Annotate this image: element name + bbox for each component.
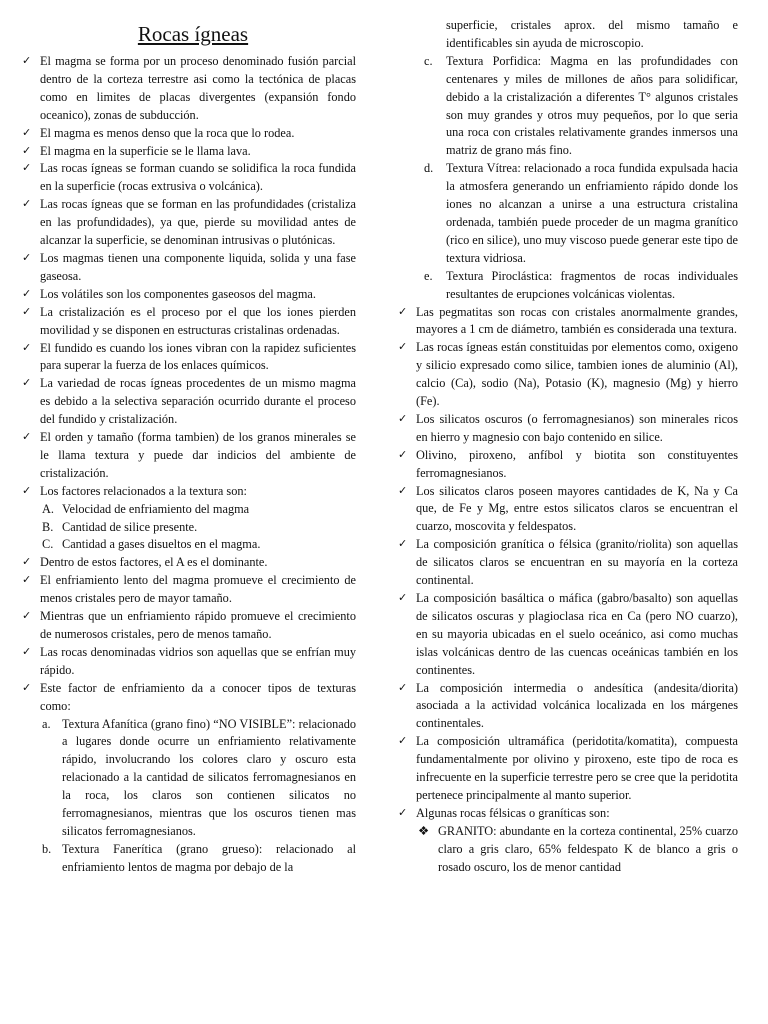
texture-item: a. Textura Afanítica (grano fino) “NO VISIBLE”: relacionado a lugares donde ocurre un enfriamiento relativamente rápido, involucrando los colores claro y oscuro esta relacionado a la cantidad de silicatos ferromagnesianos en la roca, los claros son contienen silicatos no ferromagnesianos, mientras que los oscuros tienen mas silicatos ferromagnesianos. [42, 716, 356, 838]
list-item: ✓ Los silicatos claros poseen mayores cantidades de K, Na y Ca que, de Fe y Mg, entre estos silicatos claros se encuentran el cuarzo, moscovita y feldespatos. [398, 483, 738, 534]
list-item: ✓ Las pegmatitas son rocas con cristales anormalmente grandes, mayores a 1 cm de diámetro, también es considerada una textura. [398, 304, 738, 337]
check-icon: ✓ [22, 574, 32, 587]
list-item: ✓ La variedad de rocas ígneas procedentes de un mismo magma es debido a la selectiva separación ocurrido durante el proceso del fundido y cristalización. [22, 376, 356, 427]
list-item: ✓ El magma en la superficie se le llama lava. [22, 143, 356, 161]
check-icon: ✓ [22, 144, 32, 157]
right-list [398, 304, 738, 877]
list-item: ✓ Los magmas tienen una componente liquida, solida y una fase gaseosa. [22, 250, 356, 283]
factor-item: B. Cantidad de silice presente. [42, 519, 198, 534]
check-icon: ✓ [398, 341, 408, 354]
check-icon: ✓ [398, 681, 408, 694]
check-icon: ✓ [398, 448, 408, 461]
left-column [22, 22, 356, 877]
check-icon: ✓ [22, 251, 32, 264]
list-item: ✓ El fundido es cuando los iones vibran con la rapidez suficientes para superar la fuerza de los enlaces químicos. [22, 340, 356, 373]
list-item: ✓ El enfriamiento lento del magma promueve el crecimiento de menos cristales pero de mayor tamaño. [22, 573, 356, 606]
texture-list [40, 716, 356, 877]
texture-item: d. Textura Vítrea: relacionado a roca fundida expulsada hacia la atmosfera generando un enfriamiento rápido donde los iones no alcanzan a unirse a una estructura cristalina ordenada, también puede proceder de un magma granítico (rico en silice), uno muy viscoso puede generar este tipo de textura vidriosa. [424, 161, 738, 265]
list-item: ✓ Las rocas ígneas están constituidas por elementos como, oxigeno y silicio expresado como silice, tambien iones de aluminio (Al), calcio (Ca), sodio (Na), Potasio (K), magnesio (Mg) y hierro (Fe). [398, 340, 738, 409]
check-icon: ✓ [398, 806, 408, 819]
check-icon: ✓ [22, 556, 32, 569]
texture-item: b. Textura Fanerítica (grano grueso): relacionado al enfriamiento lentos de magma por debajo de la [42, 841, 356, 874]
list-item: ✓ Los volátiles son los componentes gaseosos del magma. [22, 286, 356, 304]
check-icon: ✓ [398, 412, 408, 425]
texture-item: e. Textura Piroclástica: fragmentos de rocas individuales resultantes de erupciones volcánicas violentas. [424, 268, 738, 301]
texture-continuation: superficie, cristales aprox. del mismo tamaño e identificables sin ayuda de microscopio. [446, 18, 738, 50]
check-icon: ✓ [22, 431, 32, 444]
list-item: ✓ El magma es menos denso que la roca que lo rodea. [22, 125, 356, 143]
check-icon: ✓ [22, 162, 32, 175]
check-icon: ✓ [398, 538, 408, 551]
list-item: ✓ Las rocas denominadas vidrios son aquellas que se enfrían muy rápido. [22, 644, 356, 677]
factor-list [40, 501, 356, 555]
texture-list-continued [398, 53, 738, 304]
check-icon: ✓ [22, 341, 32, 354]
list-item: ✓ El orden y tamaño (forma tambien) de los granos minerales se le llama textura y puede dar indicios del ambiente de cristalización. [22, 430, 356, 480]
check-icon: ✓ [22, 287, 32, 300]
check-icon: ✓ [22, 645, 32, 658]
list-item: ✓ El magma se forma por un proceso denominado fusión parcial dentro de la corteza terrestre asi como la tectónica de placas como en limites de placas divergentes (expansión fondo oceanico), zonas de subducción. [22, 54, 356, 122]
check-icon: ✓ [398, 592, 408, 604]
list-item: ✓ Los factores relacionados a la textura son: A. Velocidad de enfriamiento del magma B. Cantidad de silice presente. C. Cantidad a gases disueltos en el magma. [22, 483, 356, 555]
list-item: ✓ Olivino, piroxeno, anfíbol y biotita son constituyentes ferromagnesianos. [398, 447, 738, 480]
check-icon: ✓ [22, 55, 32, 67]
felsic-list [416, 823, 738, 877]
check-icon: ✓ [398, 735, 408, 748]
list-item: ✓ La cristalización es el proceso por el que los iones pierden movilidad y se disponen en estructuras cristalinas ordenadas. [22, 304, 356, 337]
check-icon: ✓ [398, 305, 408, 318]
factor-item: C. Cantidad a gases disueltos en el magma. [42, 537, 261, 552]
diamond-bullet-icon: ❖ [418, 823, 430, 838]
check-icon: ✓ [22, 126, 32, 139]
list-item: ✓ Algunas rocas félsicas o graníticas son: ❖ GRANITO: abundante en la corteza continental, 25% cuarzo claro a gris claro, 65% feldespato K de blanco a gris o rosado oscuro, los de menor cantidad [398, 805, 738, 877]
list-item: ✓ Este factor de enfriamiento da a conocer tipos de texturas como: a. Textura Afanítica (grano fino) “NO VISIBLE”: relacionado a lugares donde ocurre un enfriamiento relativamente rápido, involucrando los colores claro y oscuro esta relacionado a la cantidad de silicatos ferromagnesianos en la roca, los claros son contienen silicatos no ferromagnesianos, mientras que los oscuros tienen mas silicatos ferromagnesianos. b. Textura Fanerítica (grano grueso): relacionado al enfriamiento lentos de magma por debajo de la [22, 680, 356, 877]
right-column [398, 17, 738, 877]
list-item: ✓ La composición basáltica o máfica (gabro/basalto) son aquellas de silicatos oscuras y plagioclasa rica en Ca (pero NO cuarzo), en su mayoria ubicadas en el suelo oceánico, asi como muchas islas volcánicas dentro de las cuencas oceánicas también en los continentes. [398, 591, 738, 677]
check-icon: ✓ [22, 305, 32, 318]
page-title: Rocas ígneas [137, 22, 249, 46]
check-icon: ✓ [22, 484, 32, 497]
list-item: ✓ Las rocas ígneas que se forman en las profundidades (cristaliza en las profundidades), ya que, pierde su movilidad antes de alcanzar la superficie, se denominan intrusivas o plutónicas. [22, 197, 356, 248]
check-icon: ✓ [22, 198, 32, 211]
check-icon: ✓ [22, 377, 32, 390]
list-item: ✓ La composición granítica o félsica (granito/riolita) son aquellas de silicatos claros se encuentran en su mayoría en la corteza continental. [398, 537, 738, 588]
list-item: ✓ La composición ultramáfica (peridotita/komatita), compuesta fundamentalmente por olivino y piroxeno, este tipo de roca es infrecuente en la superficie terrestre pero se cree que la peridotita pertenece principalmente al manto superior. [398, 734, 738, 802]
texture-item: c. Textura Porfidica: Magma en las profundidades con centenares y miles de millones de años para solidificar, debido a la cristalización a diferentes T° algunos cristales son muy grandes y otros muy pequeños, por lo que seria una roca con cristales relativamente grandes inmersos una matriz de grano más fino. [424, 53, 738, 158]
felsic-item: ❖ GRANITO: abundante en la corteza continental, 25% cuarzo claro a gris claro, 65% feldespato K de blanco a gris o rosado oscuro, los de menor cantidad [418, 823, 738, 874]
list-item: ✓ La composición intermedia o andesítica (andesita/diorita) asociada a la actividad volcánica localizada en los márgenes continentales. [398, 680, 738, 731]
check-icon: ✓ [22, 681, 32, 694]
list-item: ✓ Mientras que un enfriamiento rápido promueve el crecimiento de numerosos cristales, pero de menos tamaño. [22, 609, 356, 641]
factor-item: A. Velocidad de enfriamiento del magma [42, 501, 250, 516]
left-list [22, 53, 356, 877]
check-icon: ✓ [22, 610, 32, 623]
list-item: ✓ Las rocas ígneas se forman cuando se solidifica la roca fundida en la superficie (rocas extrusiva o volcánica). [22, 161, 356, 194]
list-item: ✓ Dentro de estos factores, el A es el dominante. [22, 554, 356, 572]
check-icon: ✓ [398, 484, 408, 497]
list-item: ✓ Los silicatos oscuros (o ferromagnesianos) son minerales ricos en hierro y magnesio con bajo contenido en silice. [398, 411, 738, 444]
